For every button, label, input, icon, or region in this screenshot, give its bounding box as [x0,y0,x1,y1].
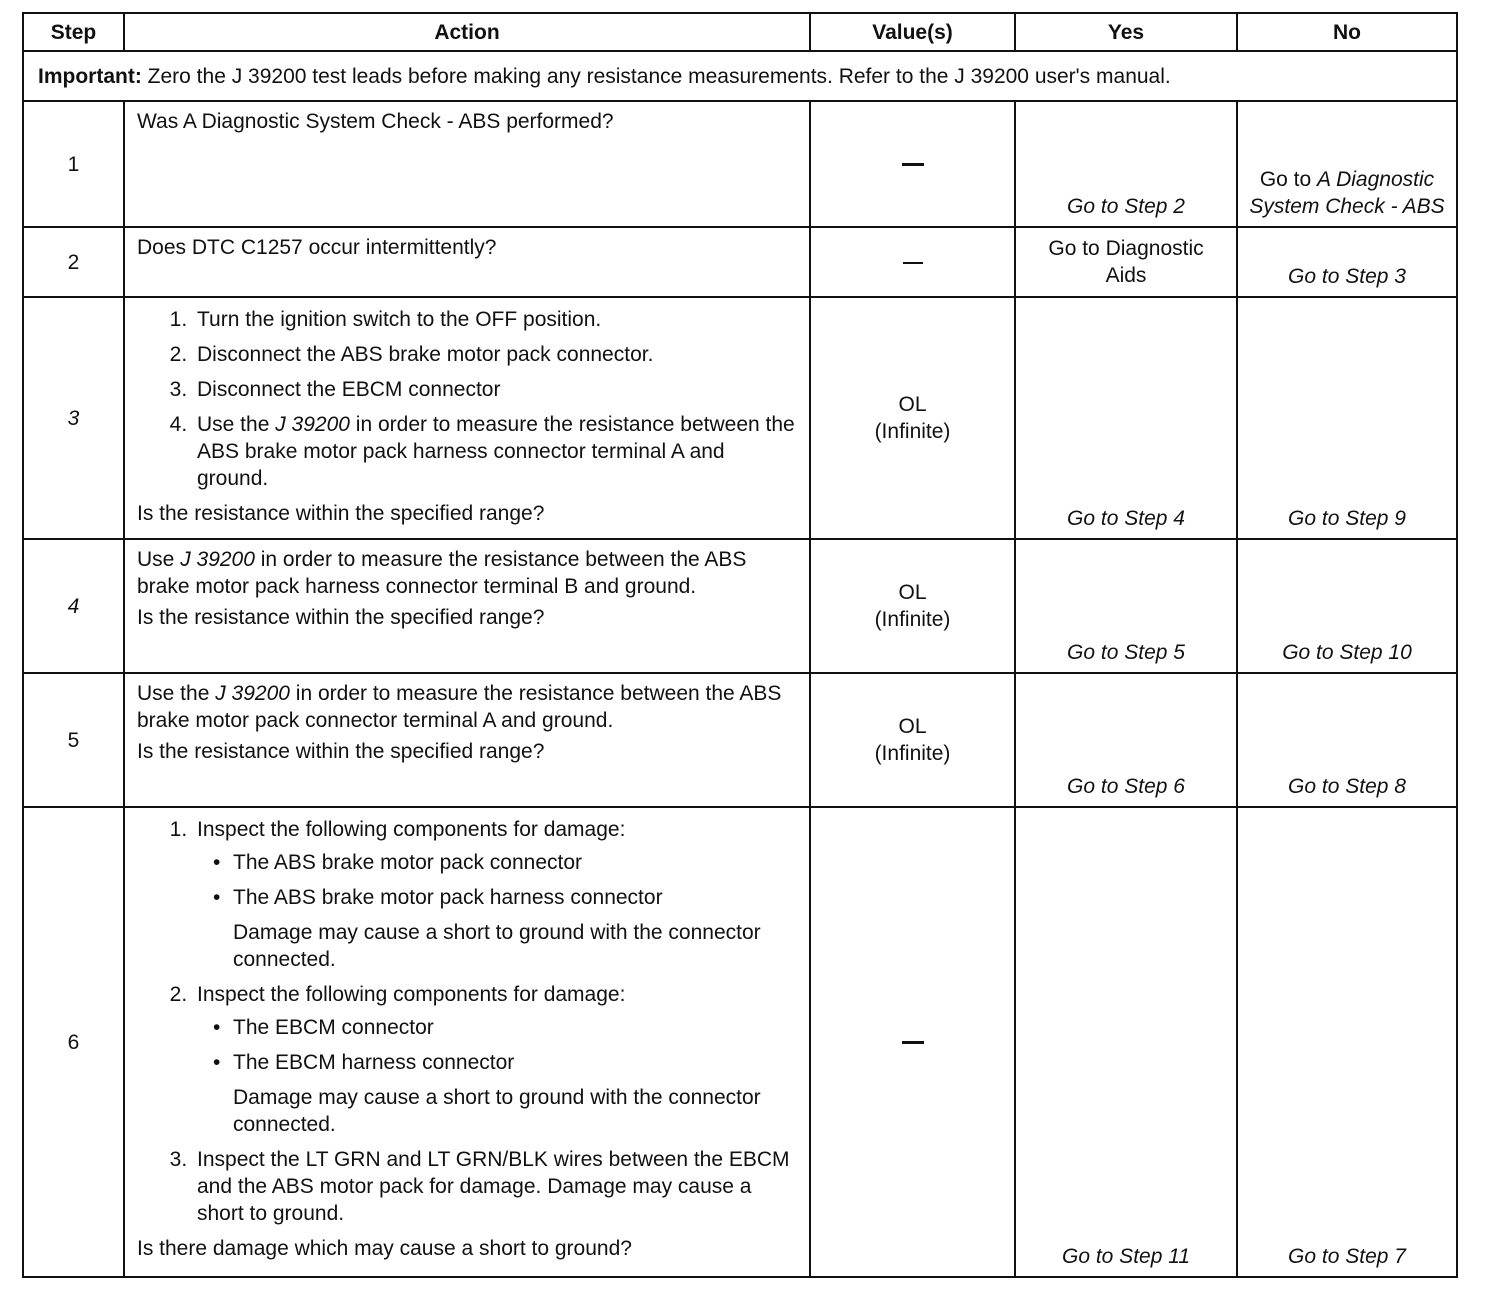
step-number: 5 [23,673,124,807]
tool-ref: J 39200 [275,413,350,436]
header-action: Action [124,13,810,51]
value-cell [810,539,1015,673]
action-question: Is the resistance within the specified range? [137,606,545,629]
table-row [23,227,1457,297]
action-step: 2. Disconnect the ABS brake motor pack connector. [193,341,797,368]
important-label: Important: [38,64,142,88]
bullet-list [197,1014,797,1076]
no-link[interactable]: Go to Step 8 [1288,775,1406,798]
action-step [193,411,797,492]
yes-cell [1015,227,1237,297]
action-cell [124,807,810,1277]
step-text: Inspect the following components for damage: [197,818,626,841]
yes-link[interactable]: Go to Diagnostic Aids [1048,237,1204,287]
no-link[interactable]: Go to Step 3 [1288,265,1406,288]
action-cell [124,673,810,807]
bullet-list [197,849,797,911]
value-sub: (Infinite) [874,742,951,765]
action-steps [137,816,797,1227]
action-cell [124,297,810,539]
step-text: in order to measure the resistance between the ABS brake motor pack connector terminal A and ground. [137,682,782,732]
action-question: Is there damage which may cause a short to ground? [137,1237,632,1260]
header-no: No [1237,13,1457,51]
action-text: Was A Diagnostic System Check - ABS performed? [124,101,810,227]
step-text: Use the [137,682,216,705]
no-cell [1237,297,1457,539]
damage-note: Damage may cause a short to ground with the connector connected. [233,1086,761,1136]
action-text [137,680,797,734]
action-step: 1. Turn the ignition switch to the OFF position. [193,306,797,333]
yes-cell [1015,807,1237,1277]
important-row [23,51,1457,101]
action-cell [124,539,810,673]
yes-link[interactable]: Go to Step 4 [1067,507,1185,530]
step-text: in order to measure the resistance between the ABS brake motor pack harness connector terminal B and ground. [137,548,747,598]
no-cell [1237,101,1457,227]
action-text [137,546,797,600]
table-row [23,673,1457,807]
action-step: 3. Disconnect the EBCM connector [193,376,797,403]
header-yes: Yes [1015,13,1237,51]
value-sub: (Infinite) [874,420,951,443]
yes-cell [1015,101,1237,227]
value-cell [810,297,1015,539]
header-row [23,13,1457,51]
action-steps [137,306,797,492]
step-number: 6 [23,807,124,1277]
action-text: Does DTC C1257 occur intermittently? [124,227,810,297]
value-main: OL [898,581,927,604]
no-link[interactable]: A Diagnostic System Check - ABS [1249,168,1445,218]
no-link[interactable]: Go to Step 9 [1288,507,1406,530]
diagnostic-table [22,12,1458,1278]
no-cell [1237,807,1457,1277]
action-question: Is the resistance within the specified range? [137,502,545,525]
bullet-item: • The EBCM harness connector [233,1049,797,1076]
step-text: Use [137,548,181,571]
no-cell [1237,539,1457,673]
yes-cell [1015,539,1237,673]
tool-ref: J 39200 [215,682,290,705]
tool-ref: J 39200 [180,548,255,571]
dash-mark [903,262,923,264]
value-cell [810,673,1015,807]
table-row [23,101,1457,227]
header-values: Value(s) [810,13,1015,51]
no-link[interactable]: Go to Step 10 [1282,641,1412,664]
step-text: in order to measure the resistance between the ABS brake motor pack harness connector terminal A and ground. [197,413,795,490]
yes-link[interactable]: Go to Step 2 [1067,195,1185,218]
value-sub: (Infinite) [874,608,951,631]
action-step [193,981,797,1138]
action-step [193,816,797,973]
yes-cell [1015,673,1237,807]
step-text: Inspect the following components for damage: [197,983,626,1006]
table-row [23,807,1457,1277]
value-cell [810,227,1015,297]
yes-link[interactable]: Go to Step 11 [1061,1245,1191,1268]
yes-link[interactable]: Go to Step 5 [1067,641,1185,664]
dash-mark [902,1041,924,1044]
value-cell [810,807,1015,1277]
header-step: Step [23,13,124,51]
step-number: 3 [23,297,124,539]
table-row [23,297,1457,539]
yes-link[interactable]: Go to Step 6 [1067,775,1185,798]
step-number: 1 [23,101,124,227]
no-cell [1237,673,1457,807]
important-note [23,51,1457,101]
bullet-item: • The ABS brake motor pack harness connector [233,884,797,911]
step-number: 2 [23,227,124,297]
bullet-item: • The ABS brake motor pack connector [233,849,797,876]
yes-cell [1015,297,1237,539]
dash-mark [902,163,924,166]
important-text: Zero the J 39200 test leads before making any resistance measurements. Refer to the J 39200 user's manual. [141,64,1171,88]
no-cell [1237,227,1457,297]
action-step: 3. Inspect the LT GRN and LT GRN/BLK wires between the EBCM and the ABS motor pack for damage. Damage may cause a short to ground. [193,1146,797,1227]
no-prefix: Go to [1259,168,1318,191]
damage-note: Damage may cause a short to ground with the connector connected. [233,921,761,971]
action-question: Is the resistance within the specified range? [137,740,545,763]
step-text: Use the [197,413,276,436]
bullet-item: • The EBCM connector [233,1014,797,1041]
step-number: 4 [23,539,124,673]
no-link[interactable]: Go to Step 7 [1288,1245,1406,1268]
value-main: OL [898,393,927,416]
table-row [23,539,1457,673]
value-main: OL [898,715,927,738]
value-cell [810,101,1015,227]
